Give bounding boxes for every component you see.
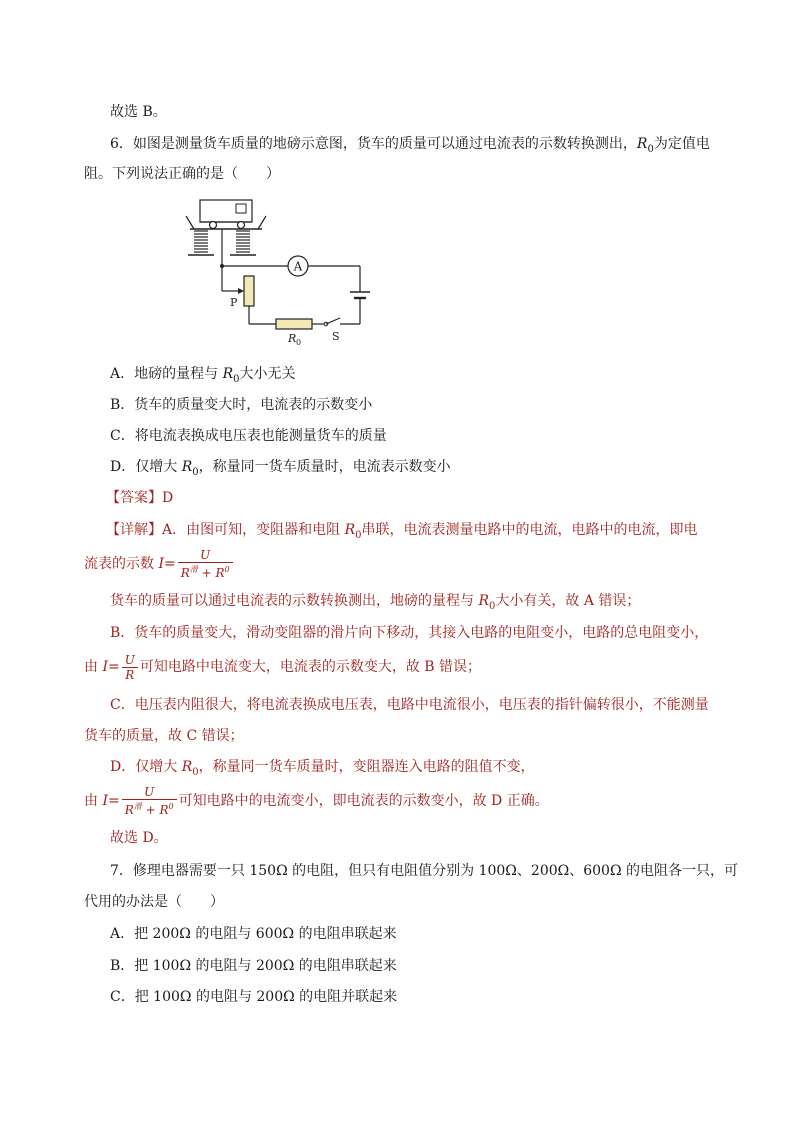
answer [106, 488, 173, 508]
formula-r: R [180, 566, 190, 580]
truck-window [236, 204, 246, 213]
formula-i: I [102, 793, 108, 809]
detail-text: 货车的质量可以通过电流表的示数转换测出，地磅的量程与 [110, 593, 479, 609]
r0-subscript: 0 [192, 766, 199, 778]
r0-symbol: R [181, 459, 193, 475]
q7-option-a: A．把 200Ω 的电阻与 600Ω 的电阻串联起来 [110, 926, 397, 942]
q6-stem-line2: 阻。下列说法正确的是（ ） [84, 166, 280, 182]
answer-label: 【答案】 [106, 490, 162, 506]
q6-stem-text1-tail: 为定值电 [653, 136, 710, 152]
detail-c-line1: C．电压表内阻很大，将电流表换成电压表，电路中电流很小，电压表的指针偏转很小，不能测量 [110, 697, 709, 713]
formula-fraction [122, 785, 177, 817]
truck-wheel-front [238, 222, 245, 229]
formula-fraction [122, 653, 138, 682]
r0-symbol: R [478, 593, 489, 609]
q7-stem-line1: 7．修理电器需要一只 150Ω 的电阻，但只有电阻值分别为 100Ω、200Ω、600Ω 的电阻各一只，可 [110, 863, 739, 879]
detail-b-line1: B．货车的质量变大，滑动变阻器的滑片向下移动，其接入电路的电阻变小，电路的总电阻变小， [110, 625, 709, 641]
weighbridge-circuit-diagram [180, 194, 380, 346]
formula-r: R [124, 803, 134, 817]
detail-text: ，称量同一货车质量时，变阻器连入电路的阻值不变， [198, 759, 535, 775]
spring-right [236, 231, 250, 252]
detail-text: 可知电路中电流变大，电流表的示数变大，故 B 错误； [139, 659, 482, 675]
detail-b-line2 [84, 649, 481, 685]
r0-subscript: 0 [192, 466, 199, 478]
detail-label: 【详解】 [106, 522, 162, 538]
option-a-tail: 大小无关 [239, 366, 296, 382]
detail-a-line1 [106, 520, 697, 546]
r0-symbol: R [222, 366, 234, 382]
resistor-r0 [276, 319, 312, 329]
option-c: C．将电流表换成电压表也能测量货车的质量 [110, 428, 387, 444]
slider-label: P [230, 296, 238, 309]
detail-d-line1 [110, 757, 535, 783]
formula-r-sup: 0 [224, 565, 230, 574]
formula-r-sup: 0 [168, 802, 174, 811]
resistor-label-subscript: 0 [296, 338, 302, 346]
q7-option-c: C．把 100Ω 的电阻与 200Ω 的电阻并联起来 [110, 989, 398, 1005]
formula-numerator: U [178, 548, 233, 563]
ammeter-label: A [293, 259, 303, 274]
q6-number: 6． [110, 136, 133, 152]
q6-conclusion: 故选 D。 [110, 830, 168, 846]
detail-text: 由 [84, 793, 103, 809]
answer-value: D [162, 490, 174, 506]
switch-label: S [332, 330, 340, 343]
r0-subscript: 0 [647, 143, 654, 155]
formula-plus: + [141, 803, 160, 817]
formula-r-sup: 滑 [189, 565, 198, 574]
r0-subscript: 0 [489, 600, 496, 612]
formula-denominator [122, 800, 177, 817]
formula-eq: = [163, 556, 176, 572]
formula-eq: = [107, 659, 120, 675]
rheostat [244, 276, 254, 306]
detail-text: A．由图可知，变阻器和电阻 [162, 522, 345, 538]
option-d-text: D．仅增大 [110, 459, 182, 475]
r0-symbol: R [181, 759, 193, 775]
formula-eq: = [107, 793, 120, 809]
switch-blade [326, 318, 340, 324]
resistor-label: R [288, 332, 297, 345]
option-a [110, 364, 295, 390]
q6-stem-text1: 如图是测量货车质量的地磅示意图，货车的质量可以通过电流表的示数转换测出， [132, 136, 637, 152]
q7-stem-line2: 代用的办法是（ ） [84, 894, 224, 910]
r0-subscript: 0 [233, 373, 240, 385]
detail-c-line2: 货车的质量，故 C 错误； [84, 728, 244, 744]
detail-d-line2 [84, 783, 549, 819]
formula-numerator: U [122, 785, 177, 800]
formula-denominator [178, 563, 233, 580]
formula-r-sup: 滑 [133, 802, 142, 811]
formula-i: I [158, 556, 164, 572]
r0-symbol: R [636, 136, 648, 152]
formula-r: R [159, 803, 169, 817]
detail-text: D．仅增大 [110, 759, 182, 775]
q7-option-b: B．把 100Ω 的电阻与 200Ω 的电阻串联起来 [110, 958, 397, 974]
formula-fraction [178, 548, 233, 580]
r0-symbol: R [344, 522, 356, 538]
detail-text: 由 [84, 659, 103, 675]
option-b: B．货车的质量变大时，电流表的示数变小 [110, 397, 373, 413]
detail-text: 串联，电流表测量电路中的电流，电路中的电流，即电 [361, 522, 698, 538]
formula-r: R [215, 566, 225, 580]
truck-wheel-rear [210, 222, 217, 229]
formula-i: I [102, 659, 108, 675]
formula-denominator: R [125, 667, 135, 682]
q6-stem-line1 [110, 134, 710, 160]
detail-text: 大小有关，故 A 错误； [495, 593, 641, 609]
formula-plus: + [197, 566, 216, 580]
option-d-tail: ，称量同一货车质量时，电流表示数变小 [198, 459, 451, 475]
slider-arrow-icon [238, 288, 244, 294]
formula-numerator: U [122, 653, 138, 668]
detail-text: 可知电路中的电流变小，即电流表的示数变小，故 D 正确。 [178, 793, 549, 809]
detail-text: 流表的示数 [84, 556, 159, 572]
spring-left [194, 231, 208, 252]
r0-subscript: 0 [355, 529, 362, 541]
option-d [110, 457, 451, 483]
detail-a-line2 [84, 546, 235, 582]
option-a-text: A．地磅的量程与 [110, 366, 223, 382]
detail-a-line3 [110, 591, 640, 617]
prev-conclusion: 故选 B。 [110, 104, 167, 120]
